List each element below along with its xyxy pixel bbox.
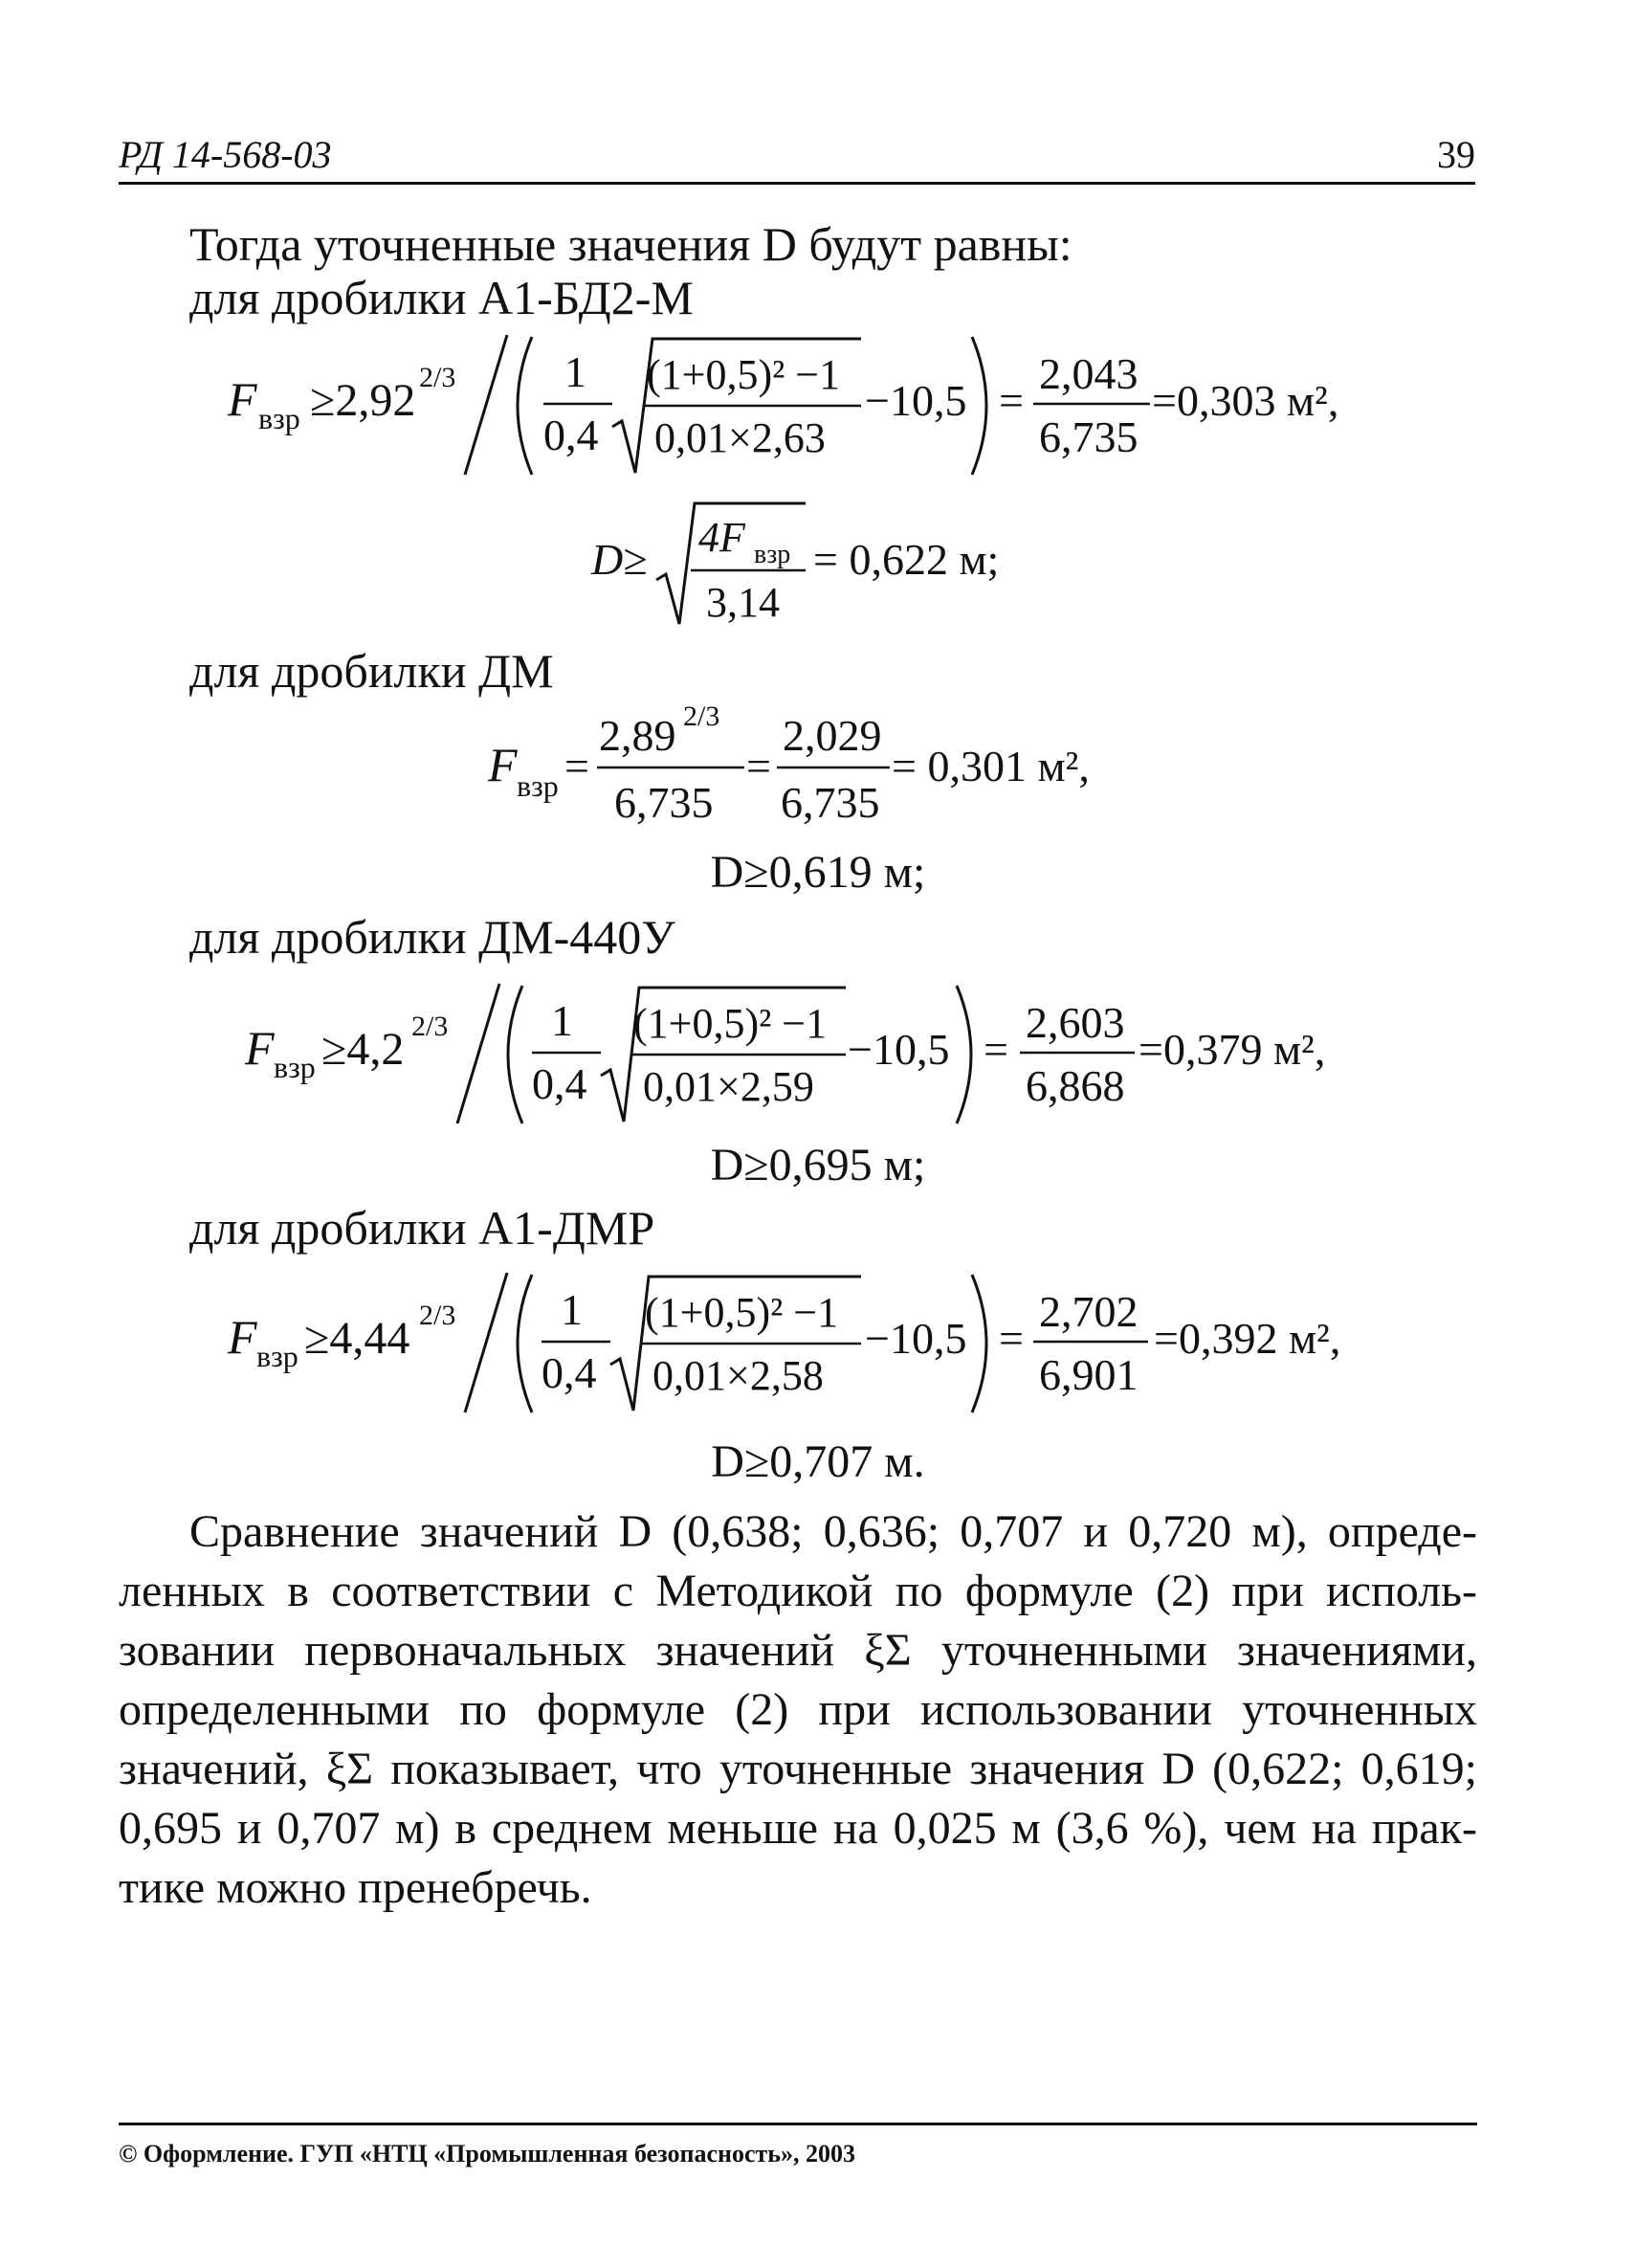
paragraph-line: зовании первоначальных значений ξΣ уточненными значениями, — [119, 1625, 1477, 1676]
eq1-one: 1 — [564, 347, 586, 396]
crusher-1-label: для дробилки А1-БД2-М — [189, 271, 694, 324]
eq3-k: 0,4 — [532, 1059, 587, 1108]
eq4-den: 0,01×2,58 — [652, 1352, 824, 1399]
crusher-4-label: для дробилки А1-ДМР — [189, 1201, 655, 1255]
eq4-sub: взр — [256, 1339, 298, 1373]
eq2-n2: 2,029 — [783, 711, 882, 760]
eq1d-result: = 0,622 м; — [813, 535, 1000, 584]
paragraph-line: тике можно пренебречь. — [119, 1862, 592, 1913]
equation-1-d-svg — [0, 488, 1636, 632]
eq1d-num: 4F — [698, 514, 745, 561]
eq1d-den: 3,14 — [706, 579, 780, 626]
paragraph-line: 0,695 и 0,707 м) в среднем меньше на 0,025 м (3,6 %), чем на прак- — [119, 1803, 1477, 1854]
eq4-exp: 2/3 — [419, 1300, 456, 1331]
conclusion-paragraph — [119, 1502, 1477, 1918]
eq2-d2: 6,735 — [781, 778, 880, 827]
footer-rule — [119, 2123, 1477, 2125]
header-rule — [119, 182, 1475, 185]
eq3-result: =0,379 м², — [1139, 1025, 1326, 1074]
eq4-fden: 6,901 — [1039, 1350, 1139, 1399]
footer-copyright: © Оформление. ГУП «НТЦ «Промышленная безопасность», 2003 — [119, 2140, 856, 2168]
eq1-exp: 2/3 — [419, 362, 456, 393]
equation-3-svg — [0, 970, 1636, 1133]
eq2-d1: 6,735 — [614, 778, 714, 827]
eq1-k: 0,4 — [543, 411, 599, 459]
eq1-den: 0,01×2,63 — [654, 414, 826, 461]
equation-3 — [0, 970, 1636, 1133]
eq2-lhs: F — [488, 738, 518, 791]
crusher-3-label: для дробилки ДМ-440У — [189, 910, 675, 964]
eq4-d-value: D≥0,707 м. — [711, 1436, 925, 1487]
eq3-minus: −10,5 — [848, 1025, 950, 1074]
paragraph-line: определенными по формуле (2) при использовании уточненных — [119, 1684, 1477, 1735]
eq4-fnum: 2,702 — [1039, 1287, 1139, 1336]
equation-2 — [0, 704, 1636, 838]
equation-4-svg — [0, 1259, 1636, 1422]
eq3-rel: ≥4,2 — [321, 1024, 405, 1075]
eq2-n1exp: 2/3 — [683, 704, 720, 732]
page-number: 39 — [1437, 133, 1475, 176]
eq4-rel: ≥4,44 — [304, 1313, 410, 1364]
eq3-eq: = — [984, 1025, 1008, 1074]
eq1-fnum: 2,043 — [1039, 349, 1139, 398]
eq2-eq: = — [564, 742, 589, 790]
intro-line: Тогда уточненные значения D будут равны: — [189, 217, 1072, 271]
eq4-result: =0,392 м², — [1154, 1314, 1341, 1363]
eq4-lhs: F — [228, 1310, 257, 1364]
equation-1 — [0, 322, 1636, 484]
eq4-k: 0,4 — [542, 1348, 597, 1397]
paragraph-line: значений, ξΣ показывает, что уточненные значения D (0,622; 0,619; — [119, 1744, 1477, 1794]
eq3-num: (1+0,5)² −1 — [633, 1000, 828, 1047]
eq1-fden: 6,735 — [1039, 412, 1139, 461]
eq1-num: (1+0,5)² −1 — [647, 351, 841, 398]
eq3-exp: 2/3 — [411, 1011, 449, 1042]
eq2-eq2: = — [746, 742, 771, 790]
eq1d-sub: взр — [754, 540, 791, 569]
eq3-fnum: 2,603 — [1026, 998, 1125, 1047]
equation-1-d — [0, 488, 1636, 632]
eq1-result: =0,303 м², — [1152, 376, 1339, 425]
eq3-sub: взр — [274, 1050, 316, 1084]
eq3-one: 1 — [551, 996, 573, 1045]
eq1-minus: −10,5 — [865, 376, 967, 425]
eq1-rel: ≥2,92 — [310, 375, 416, 426]
eq3-d-value: D≥0,695 м; — [710, 1140, 926, 1190]
eq1-lhs: F — [228, 372, 257, 426]
eq2-result: = 0,301 м², — [892, 742, 1090, 790]
paragraph-line: Сравнение значений D (0,638; 0,636; 0,707 и 0,720 м), опреде- — [189, 1506, 1477, 1557]
paragraph-line: ленных в соответствии с Методикой по формуле (2) при исполь- — [119, 1566, 1477, 1616]
eq3-lhs: F — [245, 1021, 275, 1075]
eq4-one: 1 — [561, 1285, 583, 1334]
eq3-den: 0,01×2,59 — [643, 1063, 814, 1110]
equation-4 — [0, 1259, 1636, 1422]
eq3-fden: 6,868 — [1026, 1061, 1125, 1110]
document-code: РД 14-568-03 — [119, 133, 332, 176]
equation-2-svg — [0, 704, 1636, 838]
crusher-2-label: для дробилки ДМ — [189, 644, 554, 698]
eq1-sub: взр — [258, 401, 300, 435]
eq2-n1: 2,89 — [599, 711, 676, 760]
eq1-eq: = — [999, 376, 1024, 425]
eq4-num: (1+0,5)² −1 — [645, 1289, 839, 1336]
eq4-minus: −10,5 — [865, 1314, 967, 1363]
equation-1-svg — [0, 322, 1636, 484]
eq2-d-value: D≥0,619 м; — [710, 847, 926, 898]
eq4-eq: = — [999, 1314, 1024, 1363]
eq2-sub: взр — [517, 768, 559, 803]
eq1d-lhs: D≥ — [591, 535, 648, 584]
